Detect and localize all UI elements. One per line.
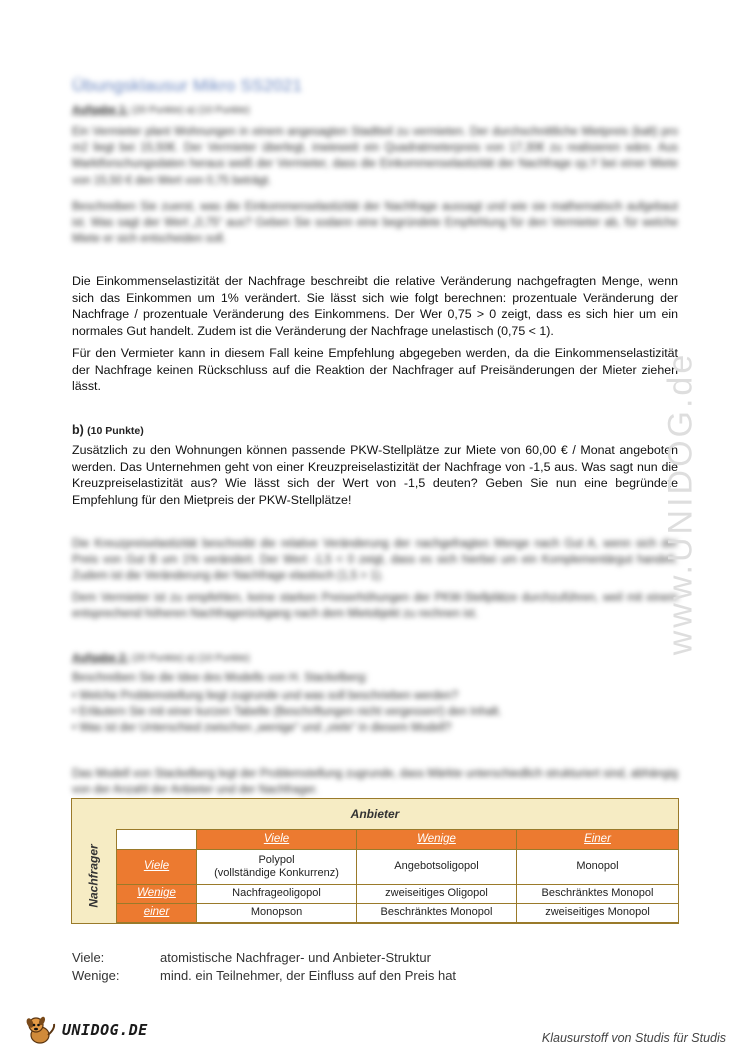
aufgabe2-heading: [72, 652, 250, 664]
bullet-item: • Erläutern Sie mit einer kurzen Tabelle (Beschriftungen nicht vergessen!) den Inhalt.: [72, 706, 502, 719]
table-corner-cell: [117, 830, 197, 850]
answer-line: Für den Vermieter kann in diesem Fall keine Empfehlung abgegeben werden, da die Einkommenselastizität: [72, 346, 678, 360]
logo-text: UNIDOG.DE: [62, 1021, 148, 1039]
legend-value: atomistische Nachfrager- und Anbieter-Struktur: [160, 950, 431, 965]
answer-line: sich das Einkommen um 1% verändert. Sie lässt sich wie folgt berechnen: prozentuale Veränderung der: [72, 290, 678, 305]
table-side-header: Nachfrager: [72, 829, 117, 923]
table-cell: zweiseitiges Oligopol: [357, 884, 517, 903]
column-header: Einer: [517, 830, 679, 850]
legend-item: [72, 968, 456, 983]
question-line: werden. Das Unternehmen geht von einer Kreuzpreiselastizität der Nachfrage von -1,5 aus. Was sagt nun die: [72, 459, 678, 474]
table-top-header: Anbieter: [72, 799, 678, 830]
document-title: Übungsklausur Mikro SS2021: [72, 76, 303, 95]
column-header: Viele: [197, 830, 357, 850]
table-row: [117, 850, 679, 884]
aufgabe1-heading: [72, 104, 250, 116]
aufgabe1-question-text: Beschreiben Sie zuerst, was die Einkommenselastizität der Nachfrage aussagt und wie sie mathematisch aufgebaut ist. Was sagt der Wert „0,75“ aus? Geben Sie sodann eine begründete Empfehlung für den Vermieter ab, für welche Miete er sich entscheiden soll.: [72, 201, 678, 246]
table-cell: Monopol: [517, 850, 679, 884]
row-header: Viele: [117, 850, 197, 884]
dog-mascot-icon: [24, 1015, 58, 1045]
answer-line: Nachfrage / prozentuale Veränderung des Einkommens. Der Wer 0,75 > 0 zeigt, dass es sich hier um ein: [72, 307, 678, 322]
answer-line: lässt.: [72, 379, 101, 394]
answer-line: der Nachfrage keinen Rückschluss auf die Reaktion der Nachfrager auf Preisänderungen der Mieter ziehen: [72, 362, 678, 377]
bullet-item: • Welche Problemstellung liegt zugrunde und was soll beschrieben werden?: [72, 690, 459, 702]
table-row: [117, 903, 679, 922]
aufgabe2-heading-label: Aufgabe 2:: [72, 652, 129, 664]
table-grid: [116, 829, 679, 923]
table-cell: Polypol (vollständige Konkurrenz): [197, 850, 357, 884]
row-header: Wenige: [117, 884, 197, 903]
aufgabe1-heading-label: Aufgabe 1:: [72, 104, 129, 116]
table-header-row: [117, 830, 679, 850]
question-line: Kreuzpreiselastizität aus? Wie lässt sich der Wert von -1,5 deuten? Geben Sie nun eine begründete: [72, 476, 678, 491]
table-cell: Angebotsoligopol: [357, 850, 517, 884]
aufgabe1-points: (20 Punkte) a) (10 Punkte): [131, 105, 250, 116]
question-line: Empfehlung für den Mietpreis der PKW-Stellplätze!: [72, 492, 352, 507]
aufgabe2-answer: Das Modell von Stackelberg legt der Problemstellung zugrunde, dass Märkte unterschiedlich strukturiert sind, abhängig von der Anzahl der Anbieter und der Nachfrager.: [72, 768, 678, 797]
table-cell: Nachfrageoligopol: [197, 884, 357, 903]
answer-line: normales Gut handelt. Zudem ist die Veränderung der Nachfrage unelastisch (0,75 < 1).: [72, 323, 554, 338]
answer-line: Die Einkommenselastizität der Nachfrage beschreibt die relative Veränderung nachgefragten Menge, wenn: [72, 274, 678, 288]
table-cell: Monopson: [197, 903, 357, 922]
table-cell: zweiseitiges Monopol: [517, 903, 679, 922]
row-header: einer: [117, 903, 197, 922]
part-b-recommendation: Dem Vermieter ist zu empfehlen, keine starken Preiserhöhungen der PKW-Stellplätze durchzuführen, weil mit einem entsprechend höheren Nachfragerückgang nach dem Mietobjekt zu rechnen ist.: [72, 592, 678, 621]
table-cell: Beschränktes Monopol: [517, 884, 679, 903]
aufgabe2-points: (20 Punkte) a) (10 Punkte): [131, 653, 250, 664]
aufgabe2-bullets: [72, 688, 678, 737]
aufgabe2-intro: Beschreiben Sie die Idee des Modells von H. Stackelberg:: [72, 672, 368, 684]
column-header: Wenige: [357, 830, 517, 850]
market-structure-table: [71, 798, 679, 924]
unidog-logo: [24, 1015, 148, 1045]
part-b-answer: Die Kreuzpreiselastizität beschreibt die relative Veränderung der nachgefragten Menge nach Gut A, wenn sich der Preis von Gut B um 1% verändert. Der Wert -1,5 < 0 zeigt, dass es sich hierbei um ein Komplementärgut handelt. Zudem ist die Veränderung der Nachfrage elastisch (1,5 > 1).: [72, 538, 678, 583]
legend-key: Viele:: [72, 950, 105, 965]
legend-key: Wenige:: [72, 968, 120, 983]
part-b-question: [72, 442, 678, 508]
part-b-label: b) (10 Punkte): [72, 423, 144, 437]
part-b-points: (10 Punkte): [87, 425, 144, 437]
question-line: Zusätzlich zu den Wohnungen können passende PKW-Stellplätze zur Miete von 60,00 € / Monat angeboten: [72, 443, 678, 457]
legend-item: [72, 950, 431, 965]
table-cell: Beschränktes Monopol: [357, 903, 517, 922]
aufgabe1-answer: [72, 273, 678, 339]
legend-value: mind. ein Teilnehmer, der Einfluss auf den Preis hat: [160, 968, 457, 983]
watermark: www.UNIDOG.de: [661, 351, 700, 655]
table-row: [117, 884, 679, 903]
footer-text: Klausurstoff von Studis für Studis: [541, 1031, 726, 1045]
bullet-item: • Was ist der Unterschied zwischen „wenige“ und „viele“ in diesem Modell?: [72, 722, 452, 735]
aufgabe1-recommendation: [72, 345, 678, 395]
aufgabe1-task-text: Ein Vermieter plant Wohnungen in einem angesagten Stadtteil zu vermieten. Der durchschnittliche Mietpreis (kalt) pro m2 liegt bei 15,50€. Der Vermieter überlegt, inwieweit ein Quadratmeterpreis von 17,30€ zu realisieren wäre. Aus Marktforschungsdaten heraus weiß der Vermieter, dass die Einkommenselastizität der Nachfrage εp,Y bei einer Miete von 15,50 € den Wert von 0,75 beträgt.: [72, 126, 678, 187]
